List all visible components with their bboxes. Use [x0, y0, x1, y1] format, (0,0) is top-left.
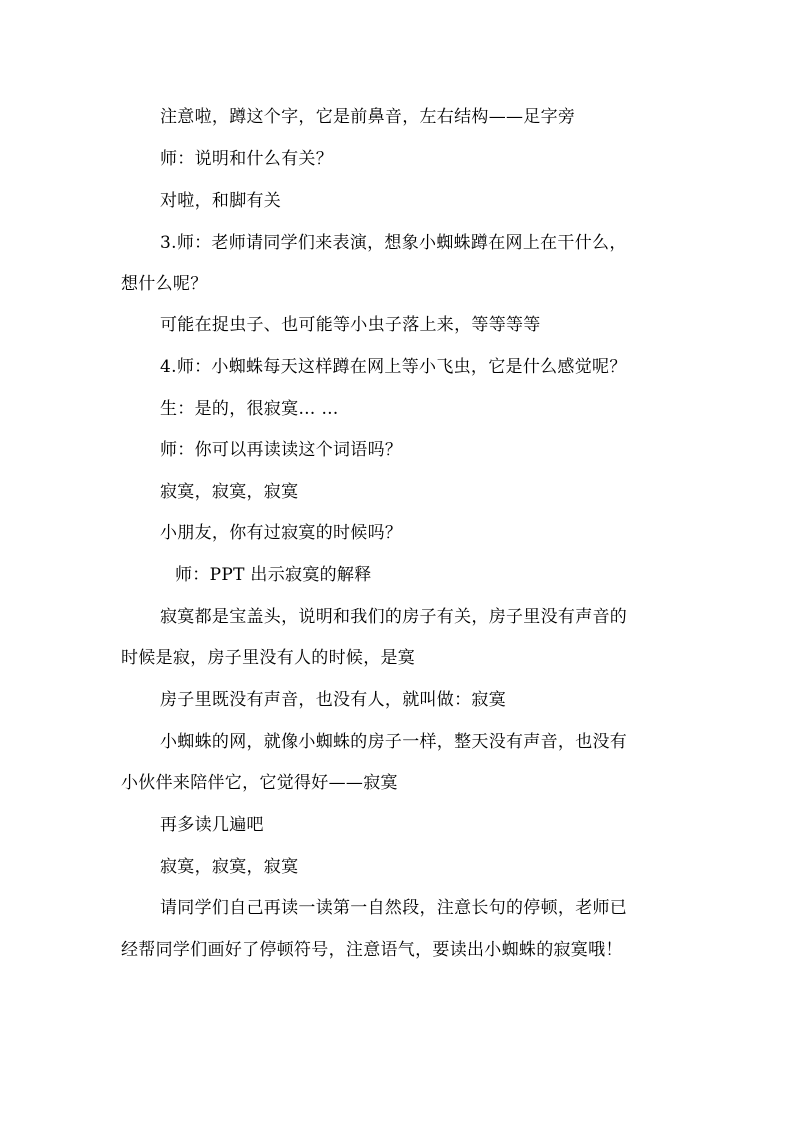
paragraph-line: 3.师：老师请同学们来表演，想象小蜘蛛蹲在网上在干什么， — [160, 233, 627, 253]
paragraph-line: 小朋友，你有过寂寞的时候吗？ — [160, 523, 403, 543]
paragraph-line: 寂寞都是宝盖头，说明和我们的房子有关，房子里没有声音的 — [160, 607, 628, 627]
paragraph-line: 师：说明和什么有关？ — [160, 149, 333, 169]
paragraph-line: 4.师：小蜘蛛每天这样蹲在网上等小飞虫，它是什么感觉呢？ — [160, 357, 627, 377]
paragraph-line: 想什么呢？ — [121, 274, 208, 294]
paragraph-line: 师：你可以再读读这个词语吗？ — [160, 440, 403, 460]
paragraph-line: 房子里既没有声音，也没有人，就叫做：寂寞 — [160, 690, 506, 710]
paragraph-line: 对啦，和脚有关 — [160, 191, 282, 211]
paragraph-line: 可能在捉虫子、也可能等小虫子落上来，等等等等 — [160, 315, 541, 335]
paragraph-line: 时候是寂，房子里没有人的时候，是寞 — [121, 648, 416, 668]
paragraph-line: 小蜘蛛的网，就像小蜘蛛的房子一样，整天没有声音，也没有 — [160, 732, 628, 752]
paragraph-line: 请同学们自己再读一读第一自然段，注意长句的停顿，老师已 — [160, 898, 628, 918]
paragraph-line: 小伙伴来陪伴它，它觉得好——寂寞 — [121, 773, 398, 793]
paragraph-line: 经帮同学们画好了停顿符号，注意语气，要读出小蜘蛛的寂寞哦！ — [121, 940, 623, 960]
paragraph-line: 生：是的，很寂寞… … — [160, 399, 339, 419]
paragraph-line: 再多读几遍吧 — [160, 815, 264, 835]
paragraph-line: 寂寞，寂寞，寂寞 — [160, 482, 299, 502]
paragraph-line: 师：PPT 出示寂寞的解释 — [175, 565, 372, 585]
paragraph-line: 寂寞，寂寞，寂寞 — [160, 857, 299, 877]
paragraph-line: 注意啦，蹲这个字，它是前鼻音，左右结构——足字旁 — [160, 107, 576, 127]
